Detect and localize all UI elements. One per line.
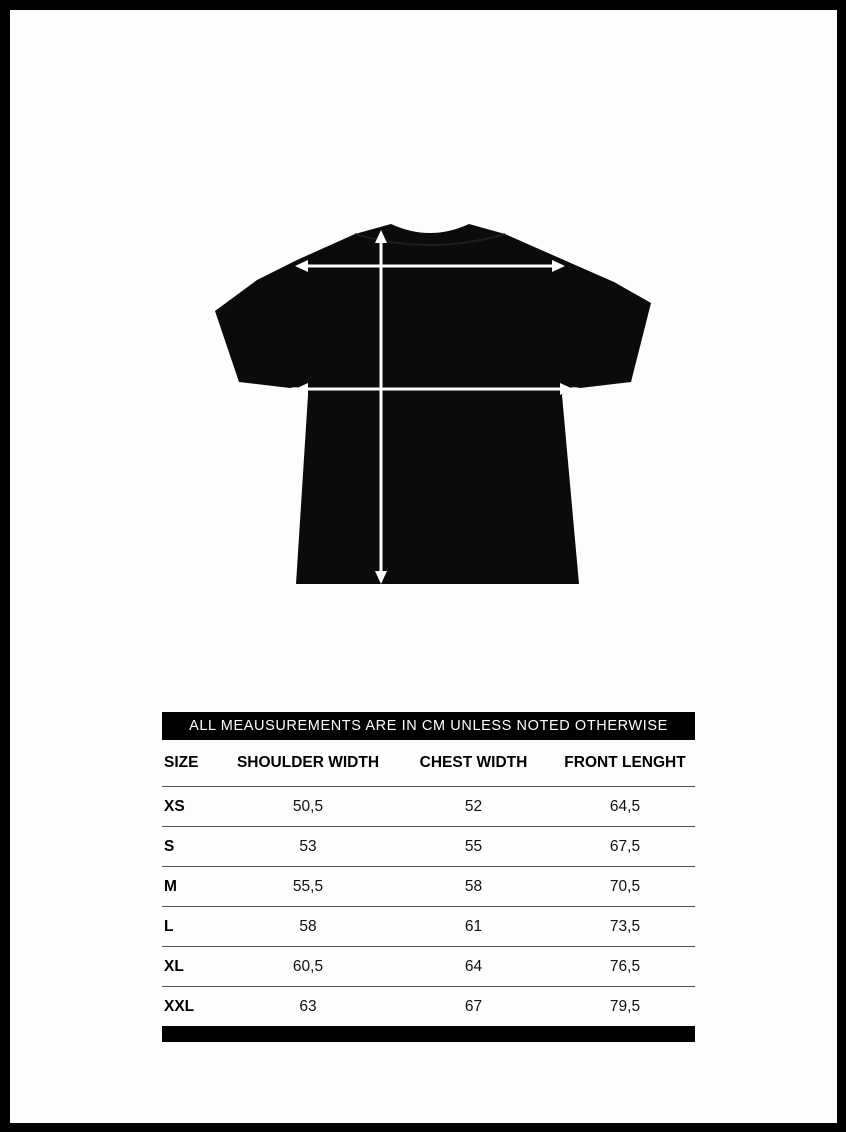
chest-cell: 55 <box>392 827 555 867</box>
table-row <box>162 947 695 987</box>
table-row <box>162 867 695 907</box>
size-cell: XL <box>162 947 224 987</box>
size-cell: S <box>162 827 224 867</box>
size-cell: XXL <box>162 987 224 1027</box>
size-cell: L <box>162 907 224 947</box>
chest-cell: 58 <box>392 867 555 907</box>
length-cell: 76,5 <box>555 947 695 987</box>
length-cell: 67,5 <box>555 827 695 867</box>
footer-bar <box>162 1026 695 1042</box>
shoulder-cell: 55,5 <box>224 867 392 907</box>
table-row <box>162 987 695 1027</box>
tshirt-shape <box>215 224 651 584</box>
header-row <box>162 740 695 787</box>
shoulder-cell: 53 <box>224 827 392 867</box>
length-cell: 64,5 <box>555 787 695 827</box>
page-frame <box>10 10 837 1123</box>
column-header-shoulder-width: SHOULDER WIDTH <box>236 754 380 771</box>
chest-cell: 61 <box>392 907 555 947</box>
shoulder-cell: 50,5 <box>224 787 392 827</box>
size-cell: M <box>162 867 224 907</box>
shoulder-cell: 58 <box>224 907 392 947</box>
size-chart <box>162 712 695 1042</box>
units-banner: ALL MEAUSUREMENTS ARE IN CM UNLESS NOTED OTHERWISE <box>162 712 695 740</box>
length-cell: 79,5 <box>555 987 695 1027</box>
chest-cell: 67 <box>392 987 555 1027</box>
column-header-chest-width: CHEST WIDTH <box>419 754 528 771</box>
length-cell: 70,5 <box>555 867 695 907</box>
table-row <box>162 787 695 827</box>
chest-cell: 64 <box>392 947 555 987</box>
shoulder-cell: 60,5 <box>224 947 392 987</box>
column-header-size: SIZE <box>164 754 199 771</box>
table-row <box>162 907 695 947</box>
table-row <box>162 827 695 867</box>
chest-cell: 52 <box>392 787 555 827</box>
tshirt-measurement-image <box>205 210 665 600</box>
size-cell: XS <box>162 787 224 827</box>
size-table <box>162 740 695 1026</box>
column-header-front-length: FRONT LENGHT <box>564 754 686 771</box>
length-cell: 73,5 <box>555 907 695 947</box>
shoulder-cell: 63 <box>224 987 392 1027</box>
